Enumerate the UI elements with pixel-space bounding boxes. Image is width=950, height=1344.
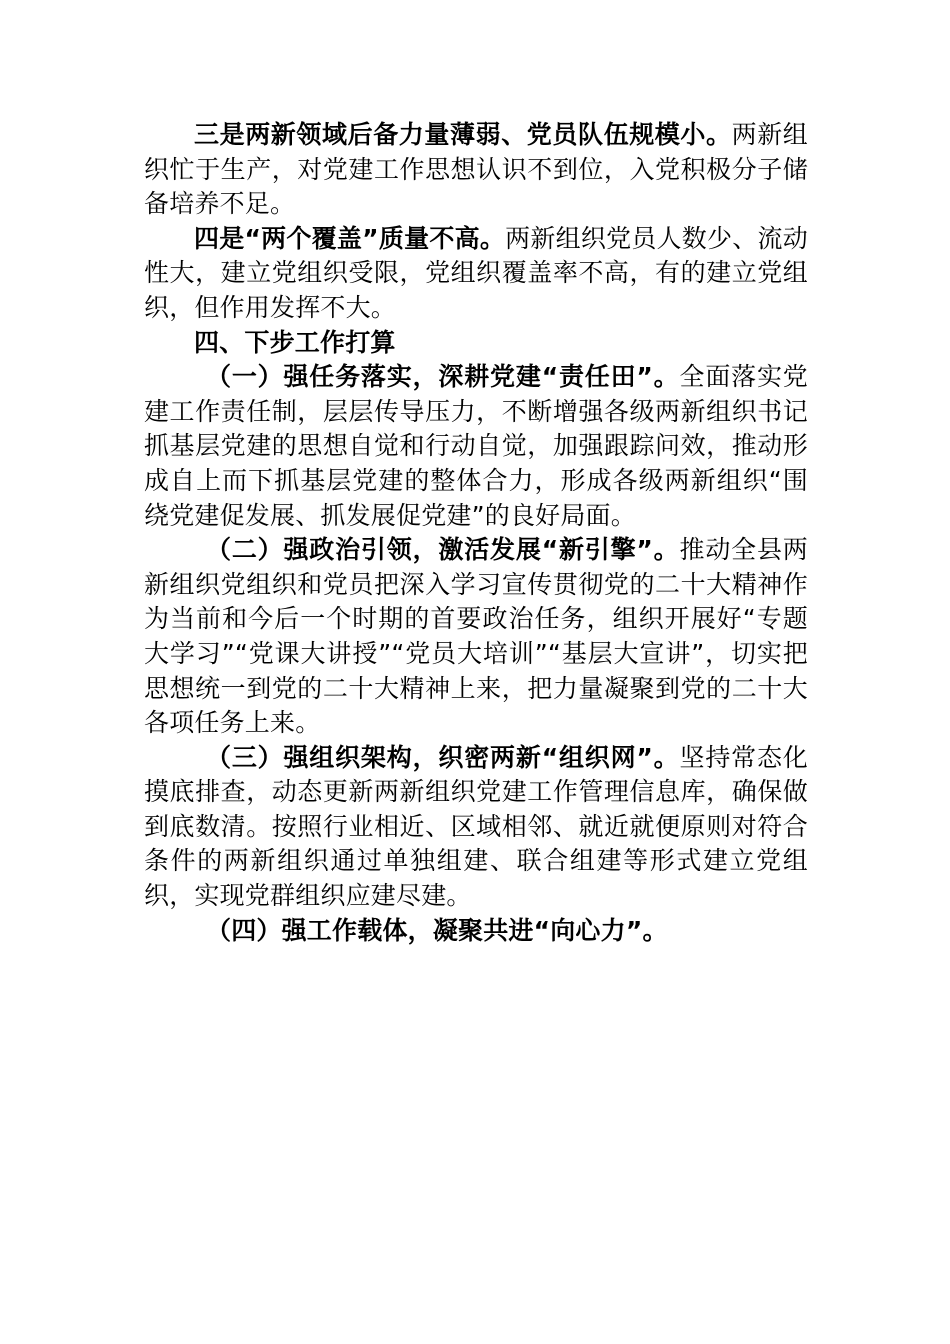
paragraph-plan-three [144,741,808,914]
section-heading-next-steps [144,326,808,361]
paragraph-plan-one [144,360,808,533]
document-body [144,118,808,948]
paragraph-text: 两新组织党员人数少、流动性大，建立党组织受限，党组织覆盖率不高，有的建立党组织，但作用发挥不大。 [144,223,808,322]
paragraph-lead: （二）强政治引领，激活发展“新引擎”。 [206,535,680,565]
paragraph-text: 两新组织忙于生产，对党建工作思想认识不到位，入党积极分子储备培养不足。 [144,120,808,219]
paragraph-text: 全面落实党建工作责任制，层层传导压力，不断增强各级两新组织书记抓基层党建的思想自觉和行动自觉，加强跟踪问效，推动形成自上而下抓基层党建的整体合力，形成各级两新组织“围绕党建促发展、抓发展促党建”的良好局面。 [144,362,808,530]
paragraph-lead: （一）强任务落实，深耕党建“责任田”。 [206,362,680,392]
paragraph-lead: 三是两新领域后备力量薄弱、党员队伍规模小。 [194,120,732,149]
paragraph-plan-four [144,914,808,949]
paragraph-text: 坚持常态化摸底排查，动态更新两新组织党建工作管理信息库，确保做到底数清。按照行业相近、区域相邻、就近就便原则对符合条件的两新组织通过单独组建、联合组建等形式建立党组织，实现党群组织应建尽建。 [144,742,808,911]
paragraph-weakness-four [144,222,808,326]
paragraph-lead: （四）强工作载体，凝聚共进“向心力”。 [206,915,668,945]
paragraph-lead: （三）强组织架构，织密两新“组织网”。 [206,742,680,772]
paragraph-lead: 四是“两个覆盖”质量不高。 [194,223,506,253]
paragraph-text: 推动全县两新组织党组织和党员把深入学习宣传贯彻党的二十大精神作为当前和今后一个时期的首要政治任务，组织开展好“专题大学习”“党课大讲授”“党员大培训”“基层大宣讲”，切实把思想统一到党的二十大精神上来，把力量凝聚到党的二十大各项任务上来。 [144,535,808,738]
paragraph-weakness-three [144,118,808,222]
section-heading: 四、下步工作打算 [194,327,396,357]
paragraph-plan-two [144,533,808,741]
